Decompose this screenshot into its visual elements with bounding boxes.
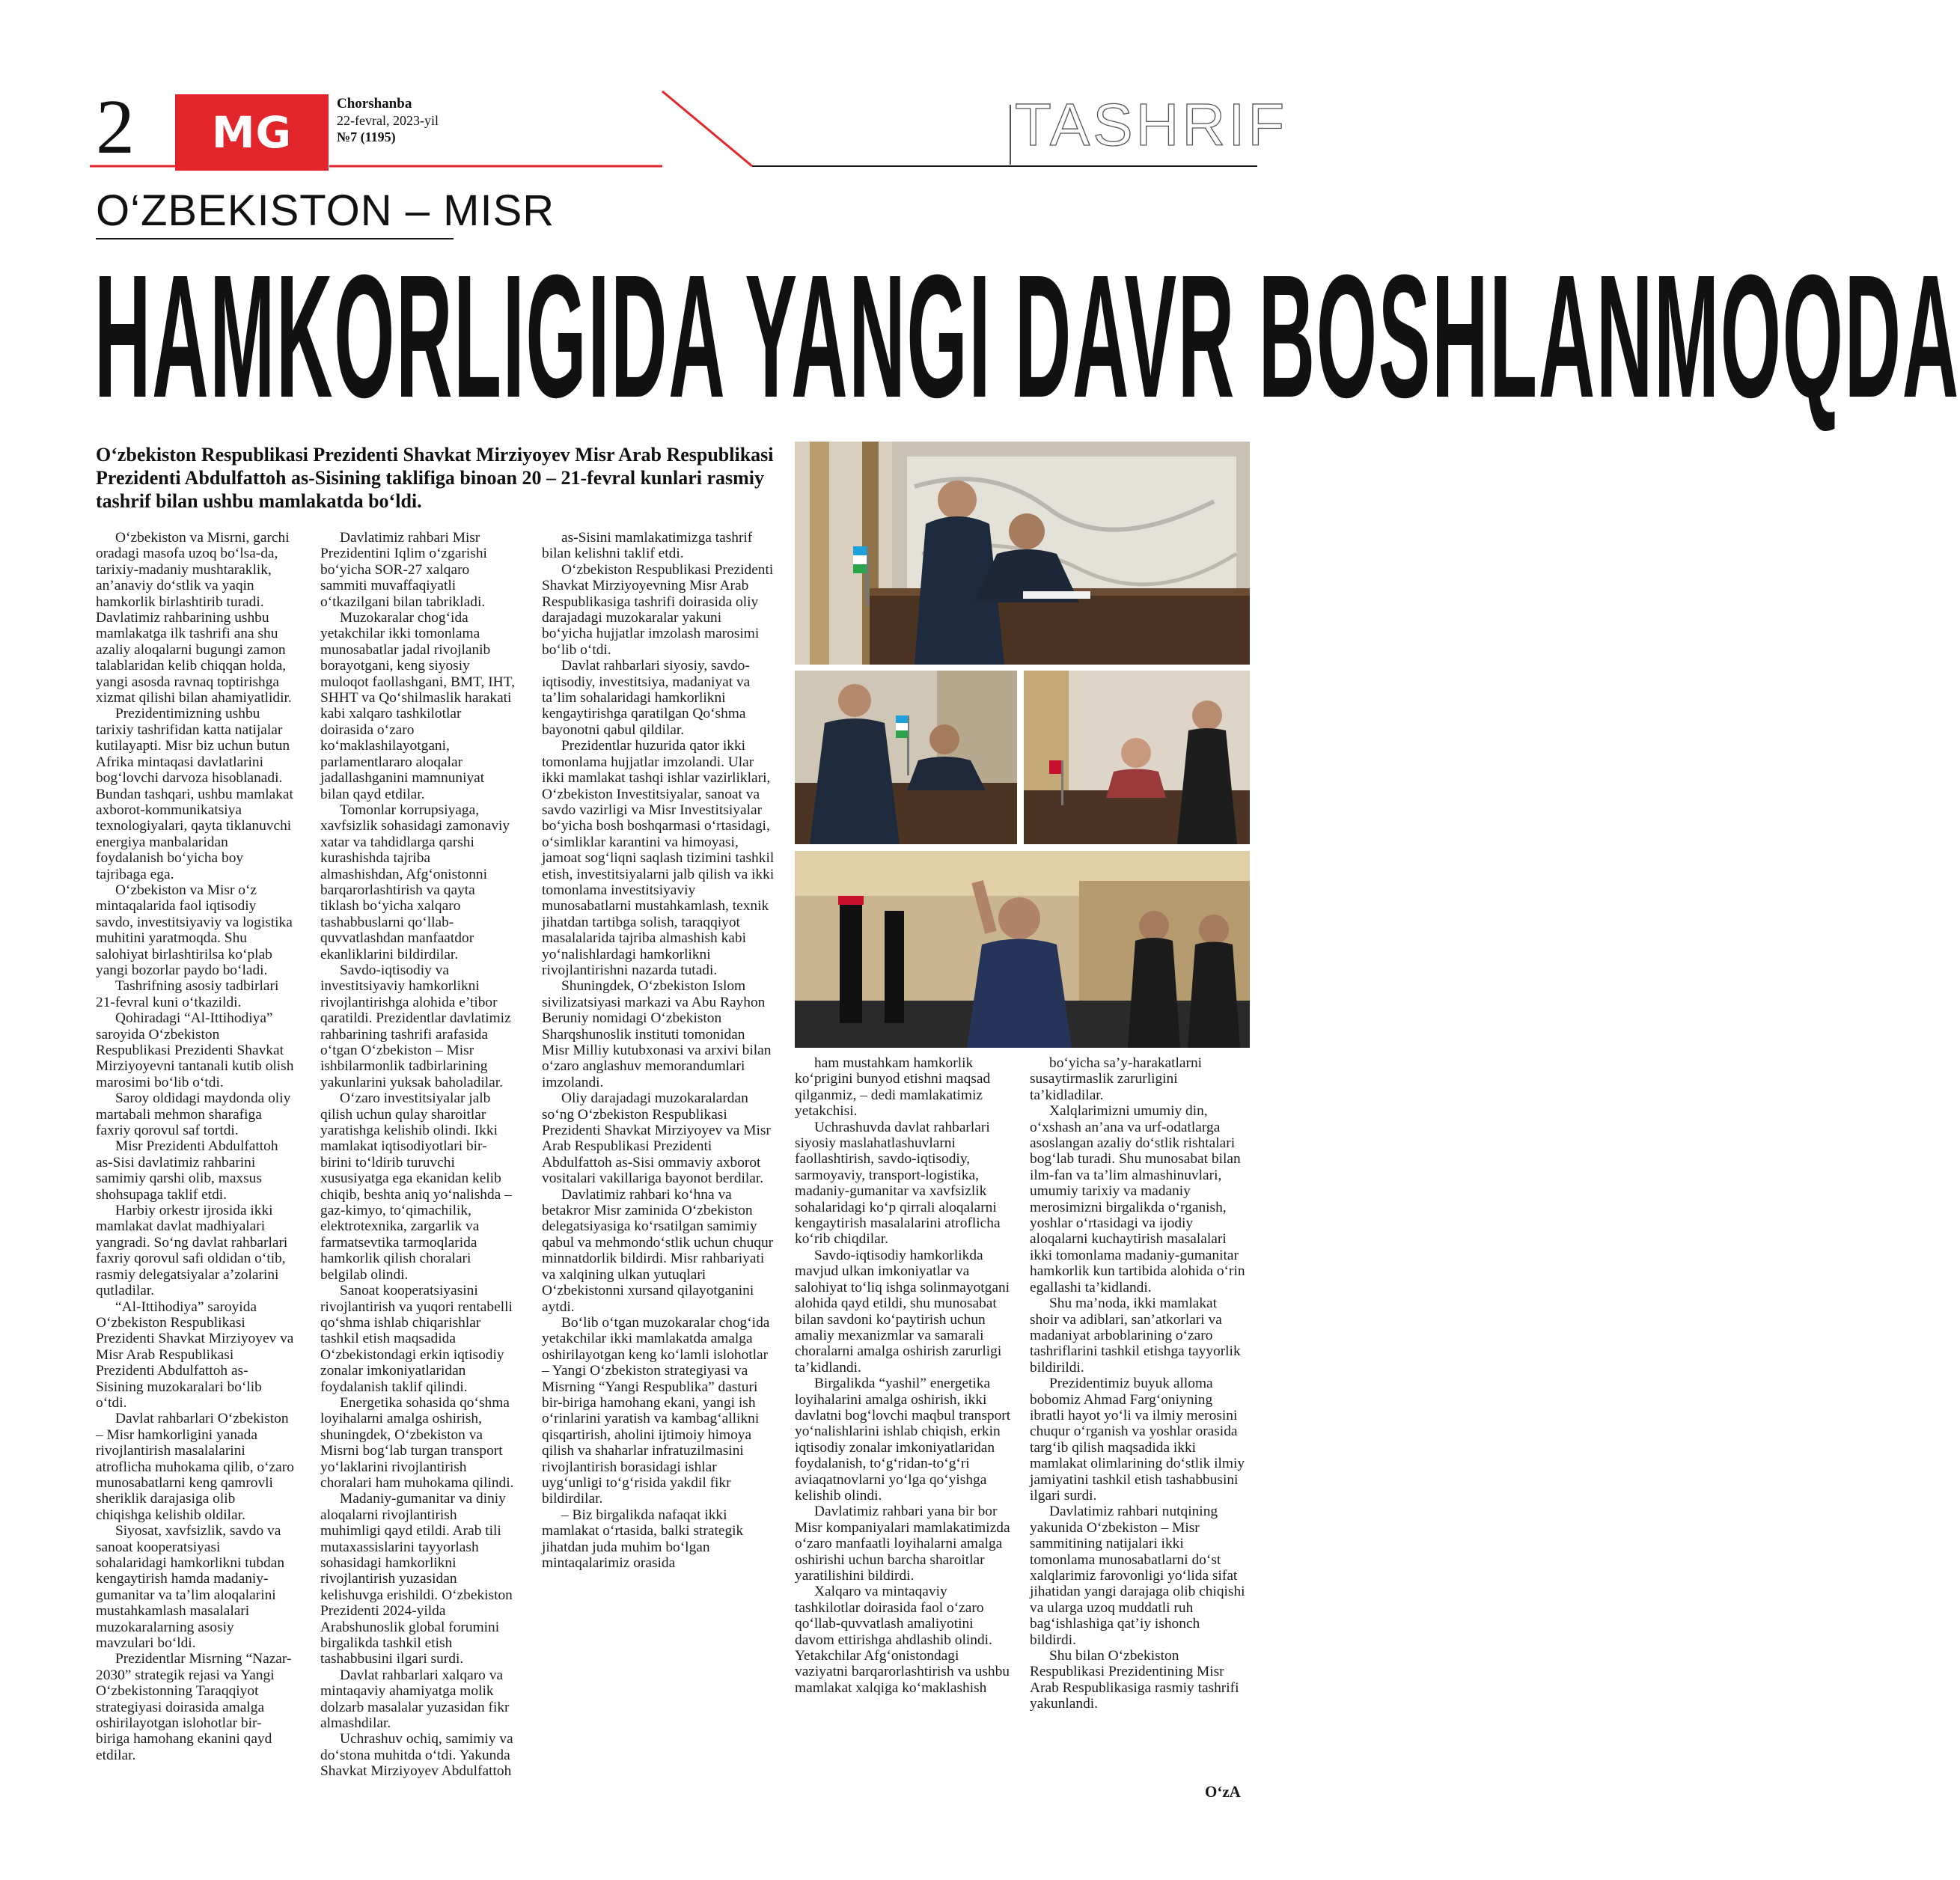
article-paragraph: Misr Prezidenti Abdulfattoh as-Sisi davlatimiz rahbarini samimiy qarshi olib, maxsus shohsupaga taklif etdi.: [96, 1138, 278, 1203]
article-paragraph: O‘zbekiston Respublikasi Prezidenti Shavkat Mirziyoyevning Misr Arab Respublikasiga tashrifi doirasida oliy darajadagi muzokaralar yakuni bo‘yicha hujjatlar imzolash marosimi bo‘lib o‘tdi.: [542, 561, 774, 658]
article-paragraph: Muzokaralar chog‘ida yetakchilar ikki tomonlama munosabatlar jadal rivojlanib borayotgani, keng siyosiy muloqot faollashgani, BMT, IHT, SHHT va Qo‘shilmaslik harakati kabi xalqaro tashkilotlar doirasida o‘zaro ko‘maklashilayotgani, parlamentlararo aloqalar jadallashganini mamnuniyat bilan qayd etdilar.: [320, 610, 515, 802]
article-paragraph: Saroy oldidagi maydonda oliy martabali mehmon sharafiga faxriy qorovul saf tortdi.: [96, 1090, 291, 1139]
signing-right-photo: [1024, 671, 1250, 844]
article-paragraph: Davlat rahbarlari O‘zbekiston – Misr hamkorligini yanada rivojlantirish masalalarini atroflicha muhokama qilib, o‘zaro munosabatlarni keng qamrovli sheriklik darajasiga olib chiqishga kelishib oldilar.: [96, 1411, 294, 1523]
article-paragraph: O‘zbekiston va Misr o‘z mintaqalarida faol iqtisodiy savdo, investitsiyaviy va logistika muhitini yaratmoqda. Shu salohiyat birlashtirilsa ko‘plab yangi bozorlar paydo bo‘ladi.: [96, 882, 293, 978]
signing-ceremony-photo: [795, 442, 1250, 665]
article-paragraph: Bo‘lib o‘tgan muzokaralar chog‘ida yetakchilar ikki mamlakatda amalga oshirilayotgan keng ko‘lamli islohotlar – Yangi O‘zbekiston strategiyasi va Misrning “Yangi Respublika” dasturi bir-biriga hamohang ekani, yangi ish o‘rinlarini yaratish va kambag‘allikni qisqartirish, aholini ijtimoiy himoya qilish va shaharlar infratuzilmasini rivojlantirish borasidagi ishlar uyg‘unligi to‘g‘risida yakdil fikr bildirdilar.: [542, 1314, 770, 1507]
article-byline: O‘zA: [1205, 1783, 1241, 1801]
article-paragraph: Shu bilan O‘zbekiston Respublikasi Prezidentining Misr Arab Respublikasiga rasmiy tashrifi yakunlandi.: [1030, 1648, 1239, 1712]
issue-number: №7 (1195): [337, 129, 396, 144]
article-paragraph: – Biz birgalikda nafaqat ikki mamlakat o‘rtasida, balki strategik jihatdan juda muhim bo‘lgan mintaqalarimiz orasida: [542, 1507, 744, 1571]
header-rules: [90, 84, 1288, 187]
article-paragraph: Davlatimiz rahbari yana bir bor Misr kompaniyalari mamlakatimizda o‘zaro manfaatli loyihalarni amalga oshirishi uchun barcha sharoitlar yaratilishini bildirdi.: [795, 1504, 1010, 1584]
article-paragraph: Siyosat, xavfsizlik, savdo va sanoat kooperatsiyasi sohalaridagi hamkorlikni tubdan kengaytirish hamda madaniy-gumanitar va ta’lim aloqalarini mustahkamlash masalalari muzokaralarning asosiy mavzulari bo‘ldi.: [96, 1523, 285, 1652]
newspaper-logo: MG: [175, 94, 329, 171]
article-paragraph: Uchrashuv ochiq, samimiy va do‘stona muhitda o‘tdi. Yakunda Shavkat Mirziyoyev Abdulfattoh: [320, 1731, 513, 1780]
article-paragraph: Qohiradagi “Al-Ittihodiya” saroyida O‘zbekiston Respublikasi Prezidenti Shavkat Mirziyoyevni tantanali kutib olish marosimi bo‘lib o‘tdi.: [96, 1010, 294, 1090]
article-column-2: [320, 530, 516, 1780]
article-headline: HAMKORLIGIDA YANGI DAVR BOSHLANMOQDA: [94, 239, 1960, 435]
article-paragraph: Davlatimiz rahbari Misr Prezidentini Iqlim o‘zgarishi bo‘yicha SOR-27 xalqaro sammiti muvaffaqiyatli o‘tkazilgani bilan tabrikladi.: [320, 530, 487, 610]
article-paragraph: Harbiy orkestr ijrosida ikki mamlakat davlat madhiyalari yangradi. So‘ng davlat rahbarlari faxriy qorovul safi oldidan o‘tib, rasmiy delegatsiyalar a’zolarini qutladilar.: [96, 1203, 288, 1299]
article-lead: O‘zbekiston Respublikasi Prezidenti Shavkat Mirziyoyev Misr Arab Respublikasi Prezidenti Abdulfattoh as-Sisining taklifiga binoan 20 – 21-fevral kunlari rasmiy tashrif bilan ushbu mamlakatda bo‘ldi.: [96, 444, 774, 512]
article-paragraph: O‘zaro investitsiyalar jalb qilish uchun qulay sharoitlar yaratishga kelishib olindi. Ikki mamlakat iqtisodiyotlari bir-birini to‘ldirib turuvchi xususiyatga ega ekanidan kelib chiqib, beshta aniq yo‘nalishda – gaz-kimyo, to‘qimachilik, elektrotexnika, zargarlik va farmatsevtika tarmoqlarida hamkorlik qilish choralari belgilab olindi.: [320, 1090, 512, 1283]
article-paragraph: Tomonlar korrupsiyaga, xavfsizlik sohasidagi zamonaviy xatar va tahdidlarga qarshi kurashishda tajriba almashishdan, Afg‘onistonni barqarorlashtirish va qayta tiklash bo‘yicha xalqaro tashabbuslarni qo‘llab-quvvatlashdan manfaatdor ekanliklarini bildirdilar.: [320, 802, 510, 962]
article-paragraph: Oliy darajadagi muzokaralardan so‘ng O‘zbekiston Respublikasi Prezidenti Shavkat Mirziyoyev va Misr Arab Respublikasi Prezidenti Abdulfattoh as-Sisi ommaviy axborot vositalari vakillariga bayonot berdilar.: [542, 1090, 771, 1187]
article-column-4: [795, 1055, 1012, 1696]
article-paragraph: Tashrifning asosiy tadbirlari 21-fevral kuni o‘tkazildi.: [96, 978, 279, 1010]
article-paragraph: Prezidentimiz buyuk alloma bobomiz Ahmad Farg‘oniyning ibratli hayot yo‘li va ilmiy merosini chuqur o‘rganish va yoshlar orasida targ‘ib qilish maqsadida ikki mamlakat olimlarining do‘stlik ilmiy jamiyatini tashkil etish tashabbusini ilgari surdi.: [1030, 1376, 1245, 1504]
article-column-3: [542, 530, 775, 1571]
article-paragraph: Sanoat kooperatsiyasini rivojlantirish va yuqori rentabelli qo‘shma ishlab chiqarishlar tashkil etish maqsadida O‘zbekistondagi erkin iqtisodiy zonalar imkoniyatlaridan foydalanish taklif qilindi.: [320, 1283, 513, 1395]
article-paragraph: Prezidentimizning ushbu tarixiy tashrifidan katta natijalar kutilayapti. Misr biz uchun butun Afrika mintaqasi davlatlarini bog‘lovchi darvoza hisoblanadi. Bundan tashqari, ushbu mamlakat axborot-kommunikatsiya texnologiyalari, qayta tiklanuvchi energiya manbalaridan foydalanish bo‘yicha boy tajribaga ega.: [96, 706, 293, 882]
article-paragraph: Prezidentlar Misrning “Nazar-2030” strategik rejasi va Yangi O‘zbekistonning Taraqqiyot strategiyasi doirasida amalga oshirilayotgan islohotlar bir-biriga hamohang ekanini qayd etdilar.: [96, 1651, 292, 1763]
article-paragraph: Davlat rahbarlari xalqaro va mintaqaviy ahamiyatga molik dolzarb masalalar yuzasidan fikr almashdilar.: [320, 1667, 510, 1732]
article-paragraph: Energetika sohasida qo‘shma loyihalarni amalga oshirish, shuningdek, O‘zbekiston va Misrni bog‘lab turgan transport yo‘laklarini rivojlantirish choralari ham muhokama qilindi.: [320, 1394, 514, 1491]
article-paragraph: Davlatimiz rahbari nutqining yakunida O‘zbekiston – Misr sammitining natijalari ikki tomonlama munosabatlarni do‘st xalqlarimiz farovonligi yo‘lida sifat jihatidan yangi darajaga olib chiqishi va ularga uzoq muddatli ruh bag‘ishlashiga qat’iy ishonch bildirdi.: [1030, 1504, 1245, 1648]
article-paragraph: Savdo-iqtisodiy va investitsiyaviy hamkorlikni rivojlantirishga alohida e’tibor qaratildi. Prezidentlar davlatimiz rahbarining tashrifi arafasida o‘tgan O‘zbekiston – Misr ishbilarmonlik tadbirlarining yakunlarini yuksak baholadilar.: [320, 962, 511, 1090]
article-paragraph: O‘zbekiston va Misrni, garchi oradagi masofa uzoq bo‘lsa-da, tarixiy-madaniy mushtaraklik, an’anaviy do‘stlik va yaqin hamkorlik birlashtirib turadi. Davlatimiz rahbarining ushbu mamlakatga ilk tashrifi ana shu azaliy aloqalarni bugungi zamon talablaridan kelib chiqqan holda, yangi asosda ravnaq toptirishga xizmat qilishi bilan ahamiyatlidir.: [96, 530, 292, 706]
section-title: TASHRIF: [1015, 91, 1288, 158]
president-waving-photo: [795, 851, 1250, 1048]
article-column-1: [96, 530, 294, 1763]
page-number: 2: [96, 84, 135, 170]
issue-date: 22-fevral, 2023-yil: [337, 113, 439, 128]
article-paragraph: bo‘yicha sa’y-harakatlarni susaytirmaslik zarurligini ta’kidladilar.: [1030, 1055, 1203, 1103]
article-column-5: [1030, 1055, 1248, 1712]
article-paragraph: Uchrashuvda davlat rahbarlari siyosiy maslahatlashuvlarni faollashtirish, savdo-iqtisodiy, sarmoyaviy, transport-logistika, madaniy-gumanitar va xavfsizlik sohalaridagi ko‘p qirrali aloqalarni kengaytirish masalalarini atroflicha ko‘rib chiqdilar.: [795, 1119, 1001, 1248]
article-paragraph: Savdo-iqtisodiy hamkorlikda mavjud ulkan imkoniyatlar va salohiyat to‘liq ishga solinmayotgani alohida qayd etildi, shu munosabat bilan savdoni ko‘paytirish uchun amaliy mexanizmlar va samarali choralarni amalga oshirish zarurligi ta’kidlandi.: [795, 1247, 1010, 1376]
article-paragraph: Xalqlarimizni umumiy din, o‘xshash an’ana va urf-odatlarga asoslangan azaliy do‘stlik rishtalari bog‘lab turadi. Shu munosabat bilan ilm-fan va ta’lim almashinuvlari, umumiy tarixiy va madaniy merosimizni birgalikda o‘rganish, yoshlar o‘rtasidagi va ijodiy aloqalarni kuchaytirish masalalari ikki tomonlama madaniy-gumanitar hamkorlik kun tartibida alohida o‘rin egallashi ta’kidlandi.: [1030, 1103, 1245, 1295]
issue-day: Chorshanba: [337, 96, 412, 112]
article-paragraph: Birgalikda “yashil” energetika loyihalarini amalga oshirish, ikki davlatni bog‘lovchi maqbul transport yo‘nalishlarini ishlab chiqish, erkin iqtisodiy zonalar imkoniyatlaridan foydalanish, to‘g‘ridan-to‘g‘ri aviaqatnovlarni yo‘lga qo‘yishga kelishib olindi.: [795, 1376, 1011, 1504]
article-paragraph: as-Sisini mamlakatimizga tashrif bilan kelishni taklif etdi.: [542, 530, 753, 562]
article-paragraph: Xalqaro va mintaqaviy tashkilotlar doirasida faol o‘zaro qo‘llab-quvvatlash amaliyotini davom ettirishga ahdlashib olindi. Yetakchilar Afg‘onistondagi vaziyatni barqarorlashtirish va ushbu mamlakat xalqiga ko‘maklashish: [795, 1584, 1010, 1696]
article-kicker: O‘ZBEKISTON – MISR: [96, 186, 555, 235]
article-paragraph: Davlat rahbarlari siyosiy, savdo-iqtisodiy, investitsiya, madaniyat va ta’lim sohalaridagi hamkorlikni kengaytirishga qaratilgan Qo‘shma bayonotni qabul qildilar.: [542, 658, 751, 738]
signing-left-photo: [795, 671, 1017, 844]
article-paragraph: ham mustahkam hamkorlik ko‘prigini bunyod etishni maqsad qilganmiz, – dedi mamlakatimiz yetakchisi.: [795, 1055, 991, 1120]
article-paragraph: Shuningdek, O‘zbekiston Islom sivilizatsiyasi markazi va Abu Rayhon Beruniy nomidagi O‘zbekiston Sharqshunoslik instituti tomonidan Misr Milliy kutubxonasi va arxivi bilan o‘zaro anglashuv memorandumlari imzolandi.: [542, 978, 772, 1090]
article-paragraph: Madaniy-gumanitar va diniy aloqalarni rivojlantirish muhimligi qayd etildi. Arab tili mutaxassislarini tayyorlash sohasidagi hamkorlikni rivojlantirish yuzasidan kelishuvga erishildi. O‘zbekiston Prezidenti 2024-yilda Arabshunoslik global forumini birgalikda tashkil etish tashabbusini ilgari surdi.: [320, 1491, 513, 1667]
article-paragraph: Prezidentlar huzurida qator ikki tomonlama hujjatlar imzolandi. Ular ikki mamlakat tashqi ishlar vazirliklari, O‘zbekiston Investitsiyalar, sanoat va savdo vazirligi va Misr Investitsiyalar bo‘yicha bosh boshqarmasi o‘rtasidagi, o‘simliklar karantini va himoyasi, jamoat sog‘liqni saqlash tizimini tashkil etish, investitsiyalarni jalb qilish va ikki tomonlama investitsiyaviy munosabatlarni mustahkamlash, texnik jihatdan tartibga solish, taraqqiyot masalalarida tajriba almashish kabi yo‘nalishlardagi hamkorlikni rivojlantirishni nazarda tutadi.: [542, 738, 775, 978]
article-paragraph: Davlatimiz rahbari ko‘hna va betakror Misr zaminida O‘zbekiston delegatsiyasiga ko‘rsatilgan samimiy qabul va mehmondo‘stlik uchun chuqur minnatdorlik bildirdi. Misr rahbariyati va xalqining ulkan yutuqlari O‘zbekistonni xursand qilayotganini aytdi.: [542, 1186, 774, 1315]
article-paragraph: Shu ma’noda, ikki mamlakat shoir va adiblari, san’atkorlari va madaniyat arboblarining o‘zaro tashriflarini tashkil etishga tayyorlik bildirildi.: [1030, 1295, 1241, 1376]
article-paragraph: “Al-Ittihodiya” saroyida O‘zbekiston Respublikasi Prezidenti Shavkat Mirziyoyev va Misr Arab Respublikasi Prezidenti Abdulfattoh as-Sisining muzokaralari bo‘lib o‘tdi.: [96, 1298, 294, 1411]
